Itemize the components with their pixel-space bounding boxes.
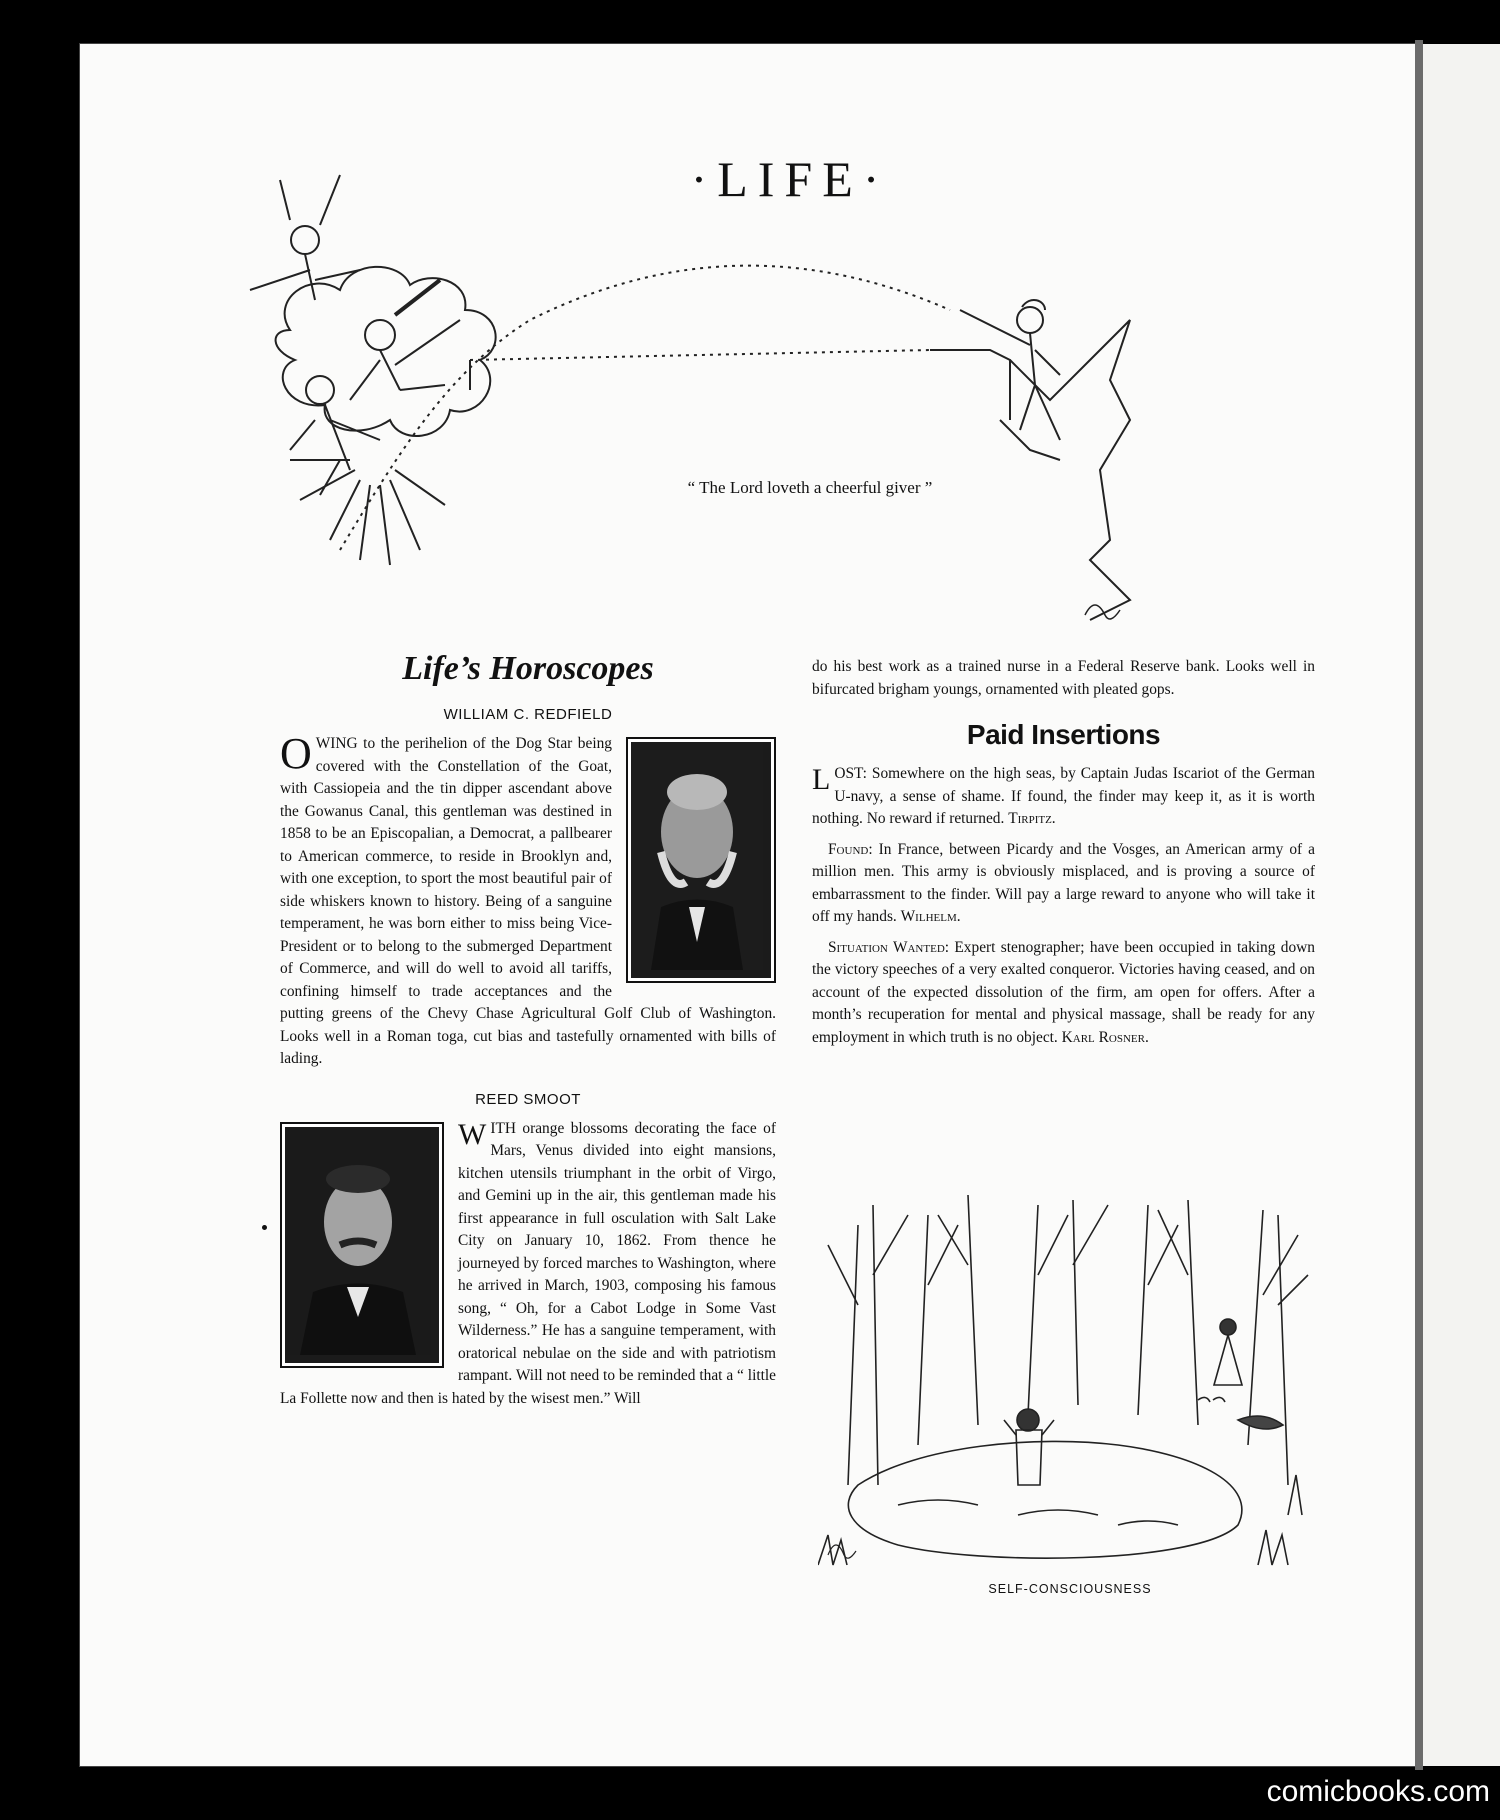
ad-situation-text: Expert stenographer; have been occupied in taking down the victory speeches of a very exalted conqueror. Victories having ceased, and on account of the expected dissolution of the firm, am open for offers. After a month’s recuperation for mental and physical massage, shall be ready for any employment in which truth is no object. bbox=[812, 938, 1315, 1046]
portrait-smoot bbox=[280, 1122, 444, 1368]
ad-situation-signature: Karl Rosner. bbox=[1061, 1028, 1149, 1046]
portrait-smoot-illustration bbox=[285, 1127, 431, 1355]
masthead: ·LIFE· bbox=[690, 151, 890, 207]
ad-lost-label: OST: bbox=[834, 765, 867, 782]
horoscope-body-smoot: ITH orange blossoms decorating the face of Mars, Venus divided into eight mansions, kitchen utensils triumphant in the orbit of Virgo, and Gemini up in the air, this gentleman made his first appearance in full osculation with Salt Lake City on January 10, 1862. From thence he journeyed by forced marches to Washington, where he arrived in March, 1903, composing his famous song, “ Oh, for a Cabot Lodge in Some Vast Wilderness.” He has a sanguine temperament, with oratorical nebulae on the side and with patriotism rampant. Will not need to be reminded that a “ little La Follette now and then is hated by the wisest men.” Will bbox=[280, 1119, 776, 1407]
horoscope-body-redfield: WING to the perihelion of the Dog Star being covered with the Constellation of the Goat, with Cassiopeia and the tin dipper ascendant above the Gowanus Canal, this gentleman was destined in 1858 to be an Episcopalian, a Democrat, a pallbearer to American commerce, to reside in Brooklyn and, with one exception, to sport the most beautiful pair of side whiskers known to history. Being of a sanguine temperament, he was born either to miss being Vice-President or to belong to the submerged Department of Commerce, and will do well to avoid all tariffs, confining himself to trade acceptances and the putting greens of the Chevy Chase Agricultural Golf Club of Washington. Looks well in a Roman toga, cut bias and tastefully ornamented with bills of lading. bbox=[280, 735, 776, 1067]
dropcap-smoot: W bbox=[458, 1117, 487, 1151]
right-column bbox=[812, 656, 1315, 1057]
watermark: comicbooks.com bbox=[1266, 1775, 1490, 1808]
portrait-redfield-illustration bbox=[631, 742, 763, 970]
horoscopes-title: Life’s Horoscopes bbox=[402, 650, 654, 687]
horoscope-byline-smoot: REED SMOOT bbox=[475, 1090, 581, 1108]
ad-situation-wanted bbox=[812, 937, 1315, 1050]
horoscope-text-smoot bbox=[280, 1118, 776, 1411]
dropcap-redfield: O bbox=[280, 729, 312, 778]
bottom-cartoon-illustration bbox=[818, 1185, 1318, 1585]
ad-found bbox=[812, 839, 1315, 929]
bottom-cartoon-caption: SELF-CONSCIOUSNESS bbox=[988, 1582, 1152, 1596]
top-cartoon-caption: “ The Lord loveth a cheerful giver ” bbox=[687, 478, 933, 497]
ad-lost-text: Somewhere on the high seas, by Captain Judas Iscariot of the German U-navy, a sense of shame. If found, the finder may keep it, as it is worth nothing. No reward if returned. bbox=[812, 765, 1315, 827]
page-spine bbox=[1415, 40, 1423, 1770]
stray-dot bbox=[262, 1225, 267, 1230]
ad-situation-label: Situation Wanted: bbox=[828, 938, 950, 956]
ad-lost-signature: Tirpitz. bbox=[1008, 810, 1056, 827]
ad-lost bbox=[812, 763, 1315, 831]
horoscopes-column bbox=[280, 650, 776, 1410]
adjacent-page-edge bbox=[1423, 44, 1500, 1766]
horoscope-byline-redfield: WILLIAM C. REDFIELD bbox=[443, 706, 613, 723]
horoscope-text-redfield bbox=[280, 729, 776, 1071]
ad-found-signature: Wilhelm. bbox=[900, 908, 961, 925]
top-cartoon-illustration bbox=[230, 120, 1350, 640]
horoscope-continued-smoot: do his best work as a trained nurse in a Federal Reserve bank. Looks well in bifurcated brigham youngs, ornamented with pleated gops. bbox=[812, 658, 1315, 698]
ad-found-label: Found: bbox=[828, 840, 873, 858]
dropcap-lost: L bbox=[812, 763, 831, 796]
paid-insertions-title: Paid Insertions bbox=[966, 719, 1161, 750]
portrait-redfield bbox=[626, 737, 776, 983]
ad-found-text: In France, between Picardy and the Vosges, an American army of a million men. This army is obviously misplaced, and is proving a source of embarrassment to the finder. Will pay a large reward to anyone who will take it off my hands. bbox=[812, 840, 1315, 925]
